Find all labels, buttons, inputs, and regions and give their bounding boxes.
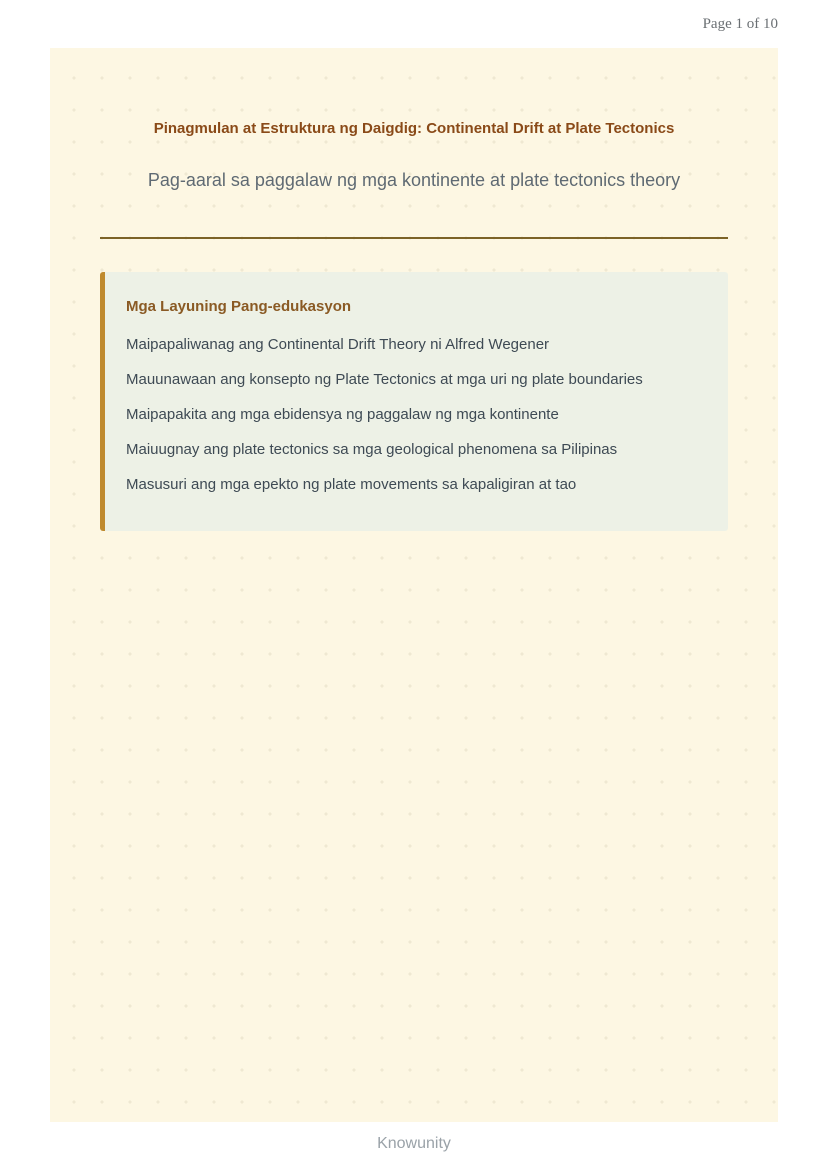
- objective-item: Maiuugnay ang plate tectonics sa mga geological phenomena sa Pilipinas: [126, 441, 618, 458]
- page-indicator: Page 1 of 10: [702, 16, 778, 32]
- document-title: Pinagmulan at Estruktura ng Daigdig: Continental Drift at Plate Tectonics: [153, 120, 675, 137]
- document-subtitle: Pag-aaral sa paggalaw ng mga kontinente at plate tectonics theory: [147, 170, 681, 190]
- objective-item: Maipapaliwanag ang Continental Drift Theory ni Alfred Wegener: [126, 336, 550, 353]
- objectives-heading: Mga Layuning Pang-edukasyon: [126, 298, 352, 315]
- objective-item: Maipapakita ang mga ebidensya ng paggalaw ng mga kontinente: [126, 406, 559, 423]
- footer-brand: Knowunity: [377, 1135, 451, 1152]
- title-divider: [100, 237, 728, 239]
- objective-item: Masusuri ang mga epekto ng plate movements sa kapaligiran at tao: [126, 476, 577, 493]
- objective-item: Mauunawaan ang konsepto ng Plate Tectonics at mga uri ng plate boundaries: [126, 371, 643, 388]
- objectives-box: [100, 272, 728, 531]
- document-sheet: [50, 48, 778, 1122]
